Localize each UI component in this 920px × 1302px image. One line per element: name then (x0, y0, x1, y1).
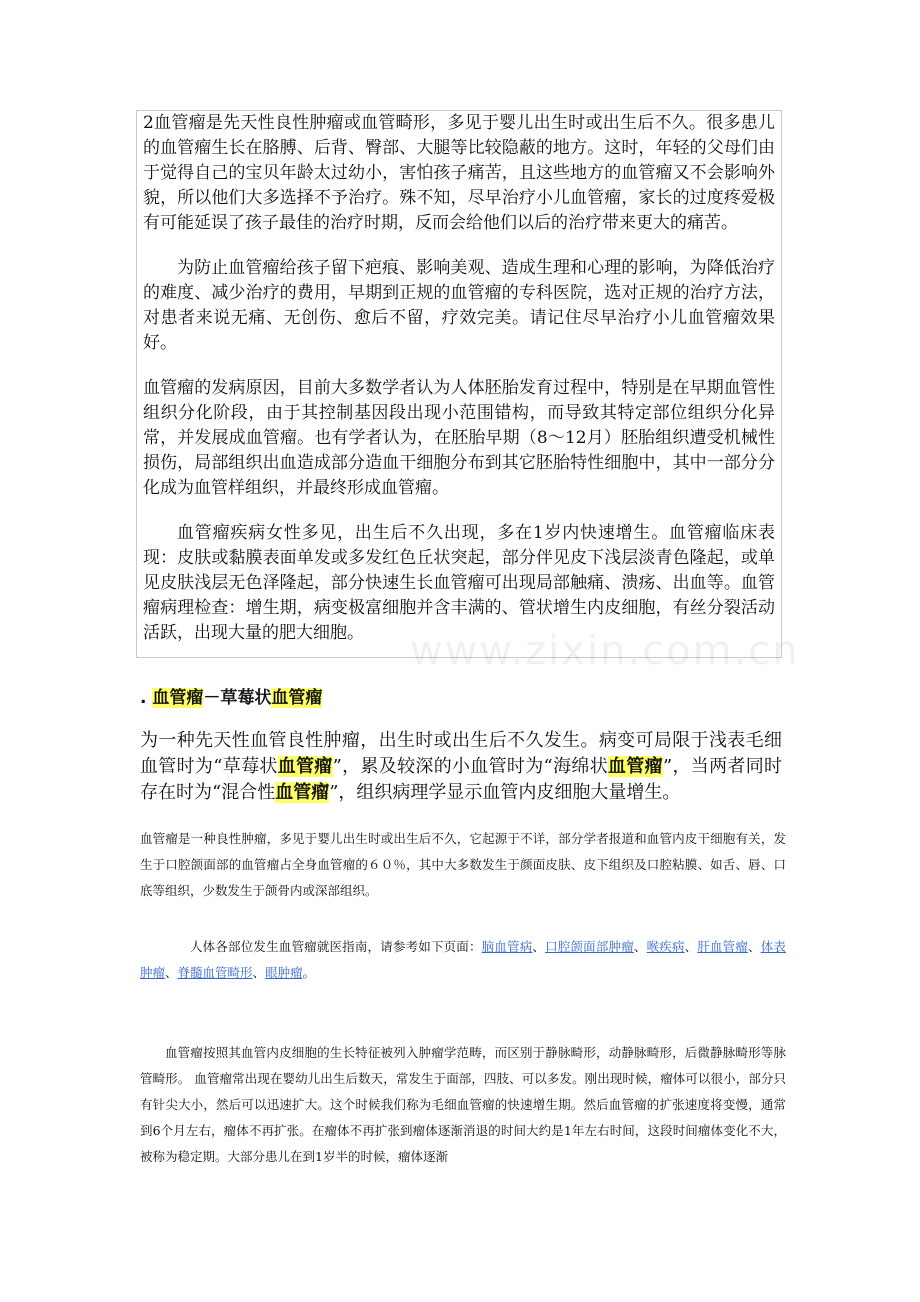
text-run: ”，组织病理学显示血管内皮细胞大量增生。 (329, 782, 681, 803)
growth-paragraph: 血管瘤按照其血管内皮细胞的生长特征被列入肿瘤学范畴，而区别于静脉畸形，动静脉畸形，后微静脉畸形等脉管畸形。 血管瘤常出现在婴幼儿出生后数天，常发生于面部，四肢、可以多发。刚出现时候，瘤体可以很小，部分只有针尖大小，然后可以迅速扩大。这个时候我们称为毛细血管瘤的快速增生期。然后血管瘤的扩张速度将变慢，通常到6个月左右，瘤体不再扩张。在瘤体不再扩张到瘤体逐渐消退的时间大约是1年左右时间，这段时间瘤体变化不大，被称为稳定期。大部分患儿在到1岁半的时候，瘤体逐渐 (140, 1045, 786, 1164)
highlight-term: 血管瘤 (152, 688, 204, 708)
text-run: ”，累及较深的小血管时为“海绵状 (332, 756, 608, 777)
highlight-term: 血管瘤 (275, 782, 330, 803)
link-throat-disease[interactable]: 喉疾病 (646, 939, 685, 954)
paragraph-2: 为防止血管瘤给孩子留下疤痕、影响美观、造成生理和心理的影响，为降低治疗的难度、减少治疗的费用，早期到正规的血管瘤的专科医院，选对正规的治疗方法，对患者来说无痛、无创伤、愈后不留，疗效完美。请记住尽早治疗小儿血管瘤效果好。 (143, 258, 775, 353)
link-eye-tumor[interactable]: 眼肿瘤 (265, 965, 303, 980)
separator: 、 (532, 939, 546, 954)
overview-paragraph: 血管瘤是一种良性肿瘤，多见于婴儿出生时或出生后不久，它起源于不详，部分学者报道和血管内皮干细胞有关，发生于口腔颌面部的血管瘤占全身血管瘤的６０％，其中大多数发生于颜面皮肤、皮下组织及口腔粘膜、如舌、唇、口底等组织，少数发生于颌骨内或深部组织。 (140, 831, 786, 898)
paragraph-4: 血管瘤疾病女性多见，出生后不久出现，多在1岁内快速增生。血管瘤临床表现：皮肤或黏膜表面单发或多发红色丘状突起，部分伴见皮下浅层淡青色隆起，或单见皮肤浅层无色泽隆起，部分快速生长血管瘤可出现局部触痛、溃疡、出血等。血管瘤病理检查：增生期，病变极富细胞并含丰满的、管状增生内皮细胞，有丝分裂活动活跃，出现大量的肥大细胞。 (143, 523, 775, 643)
section-heading (140, 683, 322, 708)
link-surface-tumor[interactable]: 体表肿瘤 (140, 939, 786, 980)
watermark: www.zixin.com.cn (410, 628, 800, 674)
guide-intro: 人体各部位发生血管瘤就医指南，请参考如下页面： (190, 939, 482, 954)
definition-paragraph (140, 728, 782, 806)
heading-mid: －草莓状 (203, 688, 272, 708)
paragraph-1: 2血管瘤是先天性良性肿瘤或血管畸形，多见于婴儿出生时或出生后不久。很多患儿的血管瘤生长在胳膊、后背、臀部、大腿等比较隐蔽的地方。这时，年轻的父母们由于觉得自己的宝贝年龄太过幼小，害怕孩子痛苦，且这些地方的血管瘤又不会影响外貌，所以他们大多选择不予治疗。殊不知，尽早治疗小儿血管瘤，家长的过度疼爱极有可能延误了孩子最佳的治疗时期，反而会给他们以后的治疗带来更大的痛苦。 (143, 113, 775, 233)
separator: 、 (633, 939, 647, 954)
guide-paragraph (140, 934, 786, 986)
text-run: 为一种先天性血管良性肿瘤，出生时或出生后不久发生。病变可局限于浅表毛细血管时为“草莓状 (140, 730, 782, 777)
separator: 、 (252, 965, 266, 980)
separator: 、 (748, 939, 761, 954)
highlight-term: 血管瘤 (271, 688, 323, 708)
text-run: ”，当两者同时存在时为“混合性 (140, 756, 783, 803)
separator: 、 (684, 939, 698, 954)
highlight-term: 血管瘤 (277, 756, 333, 777)
period: 。 (302, 965, 316, 980)
highlight-term: 血管瘤 (608, 756, 663, 777)
paragraph-3: 血管瘤的发病原因，目前大多数学者认为人体胚胎发育过程中，特别是在早期血管性组织分化阶段，由于其控制基因段出现小范围错构，而导致其特定部位组织分化异常，并发展成血管瘤。也有学者认为，在胚胎早期（8～12月）胚胎组织遭受机械性损伤，局部组织出血造成部分造血干细胞分布到其它胚胎特性细胞中，其中一部分分化成为血管样组织，并最终形成血管瘤。 (143, 378, 775, 498)
link-brain-vascular[interactable]: 脑血管病 (481, 939, 533, 954)
link-oral-tumor[interactable]: 口腔颌面部肿瘤 (545, 939, 634, 954)
framed-text-box (136, 110, 782, 658)
link-spinal-malformation[interactable]: 脊髓血管畸形 (177, 965, 253, 980)
separator: 、 (165, 965, 178, 980)
heading-prefix: . (140, 688, 153, 708)
link-liver-hemangioma[interactable]: 肝血管瘤 (697, 939, 749, 954)
